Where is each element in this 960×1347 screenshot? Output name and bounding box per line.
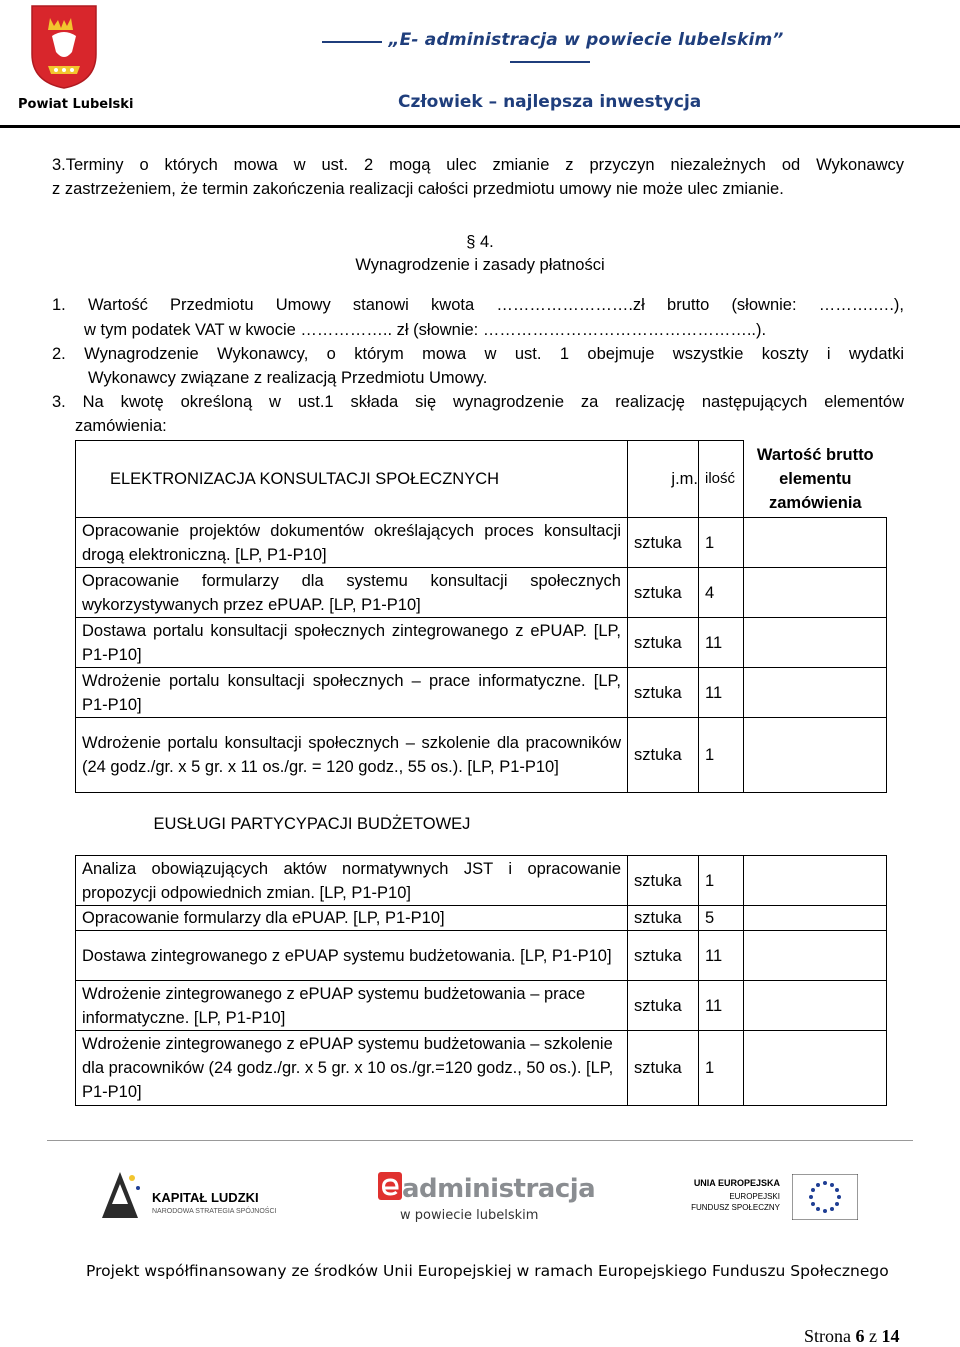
row-unit: sztuka xyxy=(628,856,699,906)
row-unit: sztuka xyxy=(628,931,699,981)
section2-spacer xyxy=(744,793,887,856)
row-qty: 1 xyxy=(699,856,744,906)
row-unit: sztuka xyxy=(628,981,699,1031)
pricing-table xyxy=(75,440,887,1106)
row-qty: 11 xyxy=(699,668,744,718)
page-separator: z xyxy=(869,1326,877,1346)
eu-flag-icon xyxy=(792,1174,858,1220)
kapital-ludzki-emblem xyxy=(98,1168,144,1224)
table-row xyxy=(76,668,887,718)
table-row xyxy=(76,856,887,906)
powiat-crest-logo xyxy=(30,4,98,90)
row-value[interactable] xyxy=(744,931,887,981)
row-unit: sztuka xyxy=(628,568,699,618)
row-qty: 11 xyxy=(699,618,744,668)
point2-line1: 2. Wynagrodzenie Wykonawcy, o którym mowa w ust. 1 obejmuje wszystkie koszty i wydatki xyxy=(52,345,904,363)
value-header xyxy=(744,441,887,518)
row-value[interactable] xyxy=(744,668,887,718)
point3-line1: 3. Na kwotę określoną w ust.1 składa się wynagrodzenie za realizację następujących elementów xyxy=(52,393,904,411)
section-number: § 4. xyxy=(466,233,494,251)
intro-paragraph-line2: z zastrzeżeniem, że termin zakończenia realizacji całości przedmiotu umowy nie może ulec zmianie. xyxy=(52,180,784,198)
value-header-line3: zamówienia xyxy=(768,493,862,512)
row-qty: 1 xyxy=(699,1031,744,1106)
title-underline-left xyxy=(322,41,382,43)
ue-line2: EUROPEJSKI xyxy=(729,1192,780,1201)
point1-line2: w tym podatek VAT w kwocie …………….. zł (słownie: …………………………………………..). xyxy=(84,321,767,339)
row-unit: sztuka xyxy=(628,518,699,568)
row-value[interactable] xyxy=(744,856,887,906)
row-value[interactable] xyxy=(744,618,887,668)
point2-line2: Wykonawcy związane z realizacją Przedmiotu Umowy. xyxy=(88,369,488,387)
row-desc: Opracowanie formularzy dla systemu konsultacji społecznych wykorzystywanych przez ePUAP. [LP, P1-P10] xyxy=(76,568,628,618)
row-value[interactable] xyxy=(744,568,887,618)
row-value[interactable] xyxy=(744,718,887,793)
e-administracja-logo xyxy=(374,1166,596,1228)
section-heading: Wynagrodzenie i zasady płatności xyxy=(355,256,605,274)
intro-paragraph-line1: 3.Terminy o których mowa w ust. 2 mogą ulec zmianie z przyczyn niezależnych od Wykonawcy xyxy=(52,156,904,174)
ue-line3: FUNDUSZ SPOŁECZNY xyxy=(691,1203,780,1212)
row-value[interactable] xyxy=(744,1031,887,1106)
row-qty: 1 xyxy=(699,518,744,568)
row-desc: Wdrożenie zintegrowanego z ePUAP systemu budżetowania – prace informatyczne. [LP, P1-P10] xyxy=(76,981,628,1031)
section2-heading: EUSŁUGI PARTYCYPACJI BUDŻETOWEJ xyxy=(153,815,471,833)
value-header-line2: elementu xyxy=(779,469,852,488)
row-desc: Wdrożenie zintegrowanego z ePUAP systemu budżetowania – szkolenie dla pracowników (24 godz./gr. x 5 gr. x 10 os./gr.=120 godz., 50 os.). [LP, P1-P10] xyxy=(76,1031,628,1106)
kl-subtitle: NARODOWA STRATEGIA SPÓJNOŚCI xyxy=(152,1208,277,1215)
row-unit: sztuka xyxy=(628,906,699,931)
row-qty: 4 xyxy=(699,568,744,618)
footer-divider xyxy=(47,1140,913,1141)
ea-word: administracja xyxy=(402,1174,596,1204)
e-letter-icon xyxy=(378,1172,402,1200)
row-value[interactable] xyxy=(744,906,887,931)
page-current: 6 xyxy=(855,1326,865,1346)
table-row xyxy=(76,718,887,793)
row-qty: 5 xyxy=(699,906,744,931)
row-unit: sztuka xyxy=(628,718,699,793)
header-motto: Człowiek – najlepsza inwestycja xyxy=(398,92,702,112)
crest-caption: Powiat Lubelski xyxy=(18,97,134,112)
header-title-text: „E- administracja w powiecie lubelskim” xyxy=(388,30,784,50)
table-header-row xyxy=(76,441,887,518)
row-desc: Analiza obowiązujących aktów normatywnych JST i opracowanie propozycji odpowiednich zmian. [LP, P1-P10] xyxy=(76,856,628,906)
title-underline-right xyxy=(510,61,590,63)
table-row xyxy=(76,931,887,981)
table-row xyxy=(76,1031,887,1106)
row-qty: 1 xyxy=(699,718,744,793)
row-value[interactable] xyxy=(744,981,887,1031)
section2-heading-row xyxy=(76,793,887,856)
point1-line1: 1. Wartość Przedmiotu Umowy stanowi kwota …………………….zł brutto (słownie: ……….….), xyxy=(52,296,904,314)
row-desc: Dostawa zintegrowanego z ePUAP systemu budżetowania. [LP, P1-P10] xyxy=(76,931,628,981)
cofinancing-note: Projekt współfinansowany ze środków Unii Europejskiej w ramach Europejskiego Funduszu Społecznego xyxy=(86,1262,889,1280)
value-header-line1: Wartość brutto xyxy=(756,445,874,464)
kapital-ludzki-logo xyxy=(98,1168,288,1228)
page-total: 14 xyxy=(881,1326,900,1346)
point3-line2: zamówienia: xyxy=(75,417,167,435)
table-row xyxy=(76,981,887,1031)
page-number xyxy=(804,1326,900,1347)
row-qty: 11 xyxy=(699,981,744,1031)
row-value[interactable] xyxy=(744,518,887,568)
row-unit: sztuka xyxy=(628,618,699,668)
row-unit: sztuka xyxy=(628,1031,699,1106)
ea-subtitle: w powiecie lubelskim xyxy=(400,1208,539,1223)
qty-header: ilość xyxy=(699,441,744,518)
row-desc: Wdrożenie portalu konsultacji społecznych – szkolenie dla pracowników (24 godz./gr. x 5 gr. x 11 os./gr. = 120 godz., 55 os.). [LP, P1-P10] xyxy=(76,718,628,793)
row-desc: Wdrożenie portalu konsultacji społecznych – prace informatyczne. [LP, P1-P10] xyxy=(76,668,628,718)
section1-heading: ELEKTRONIZACJA KONSULTACJI SPOŁECZNYCH xyxy=(76,441,628,518)
ue-line1: UNIA EUROPEJSKA xyxy=(693,1178,780,1188)
row-desc: Opracowanie formularzy dla ePUAP. [LP, P1-P10] xyxy=(76,906,628,931)
eu-efs-logo xyxy=(691,1172,860,1232)
table-row xyxy=(76,518,887,568)
row-unit: sztuka xyxy=(628,668,699,718)
row-qty: 11 xyxy=(699,931,744,981)
page-label: Strona xyxy=(804,1326,851,1346)
table-row xyxy=(76,906,887,931)
table-row xyxy=(76,568,887,618)
table-row xyxy=(76,618,887,668)
row-desc: Dostawa portalu konsultacji społecznych zintegrowanego z ePUAP. [LP, P1-P10] xyxy=(76,618,628,668)
kl-title: KAPITAŁ LUDZKI xyxy=(152,1190,259,1205)
row-desc: Opracowanie projektów dokumentów określających proces konsultacji drogą elektroniczną. [LP, P1-P10] xyxy=(76,518,628,568)
unit-header: j.m. xyxy=(628,441,699,518)
header-title xyxy=(278,30,822,70)
header-divider xyxy=(0,125,960,128)
